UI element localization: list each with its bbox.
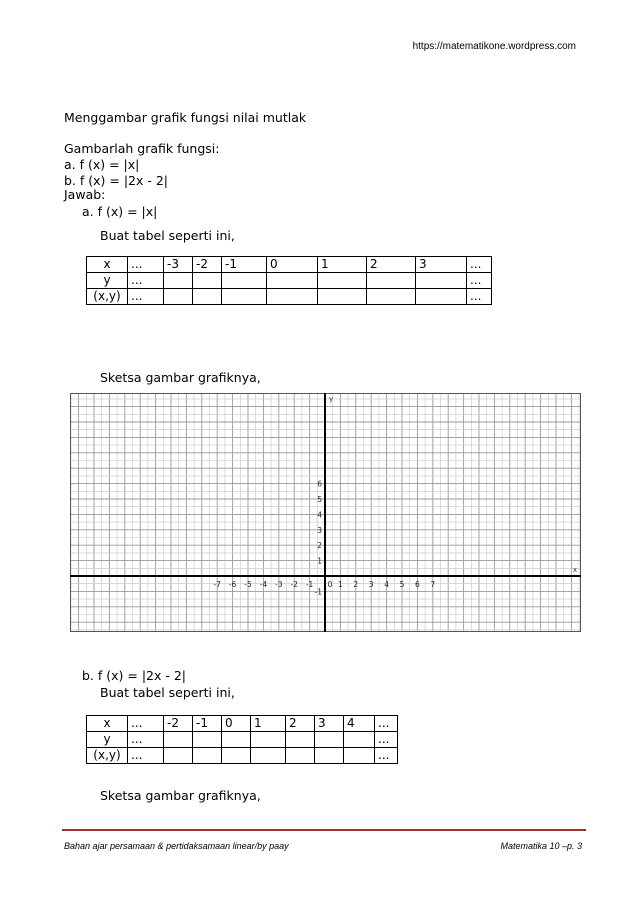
value-table-b <box>86 715 398 764</box>
x-tick-label: -6 <box>228 580 237 589</box>
y-tick-label: 6 <box>317 479 322 489</box>
table-cell: 3 <box>416 257 467 273</box>
table-cell <box>344 748 375 764</box>
part-b-sketch-label: Sketsa gambar grafiknya, <box>100 788 261 803</box>
table-cell: 4 <box>344 716 375 732</box>
table-cell <box>318 273 367 289</box>
x-tick-label: 6 <box>415 580 420 589</box>
value-table-a <box>86 256 492 305</box>
table-row <box>87 748 398 764</box>
table-cell <box>318 289 367 305</box>
table-cell <box>193 289 222 305</box>
x-tick-label: -4 <box>259 580 268 589</box>
table-cell: ... <box>128 289 164 305</box>
table-cell: (x,y) <box>87 748 128 764</box>
table-cell: ... <box>467 289 492 305</box>
part-b-table-intro: Buat tabel seperti ini, <box>100 685 235 700</box>
table-cell: -1 <box>222 257 267 273</box>
item-b: b. f (x) = |2x - 2| <box>64 173 169 188</box>
x-tick-label: -5 <box>244 580 252 589</box>
x-tick-label: 4 <box>384 580 389 589</box>
table-cell: ... <box>128 257 164 273</box>
table-cell <box>222 748 251 764</box>
y-tick-label: 5 <box>317 495 322 504</box>
table-cell <box>164 289 193 305</box>
table-cell: ... <box>128 748 164 764</box>
y-axis-label: y <box>329 395 334 403</box>
table-cell: 0 <box>222 716 251 732</box>
table-cell <box>164 748 193 764</box>
x-tick-label: 1 <box>338 580 343 589</box>
table-cell: 2 <box>286 716 315 732</box>
table-row <box>87 257 492 273</box>
x-tick-label: -2 <box>290 580 298 589</box>
footer-left: Bahan ajar persamaan & pertidaksamaan linear/by paay <box>64 841 289 851</box>
table-cell: (x,y) <box>87 289 128 305</box>
table-cell <box>222 273 267 289</box>
table-cell <box>315 732 344 748</box>
table-cell: y <box>87 732 128 748</box>
table-cell: ... <box>128 273 164 289</box>
table-cell: 1 <box>251 716 286 732</box>
table-cell: 2 <box>367 257 416 273</box>
table-cell: -2 <box>193 257 222 273</box>
table-cell: 0 <box>267 257 318 273</box>
header-url: https://matematikone.wordpress.com <box>412 41 576 52</box>
table-cell <box>286 748 315 764</box>
table-cell: -2 <box>164 716 193 732</box>
table-cell: ... <box>467 273 492 289</box>
table-cell <box>286 732 315 748</box>
table-cell: ... <box>375 732 398 748</box>
table-cell: ... <box>128 716 164 732</box>
table-cell: x <box>87 716 128 732</box>
table-cell: x <box>87 257 128 273</box>
y-tick-label: -1 <box>314 587 322 597</box>
table-cell: ... <box>128 732 164 748</box>
y-tick-label: 4 <box>317 510 322 520</box>
part-a-table-intro: Buat tabel seperti ini, <box>100 228 235 243</box>
x-tick-label: -1 <box>305 580 314 589</box>
answer-label: Jawab: <box>64 187 106 202</box>
table-cell <box>416 289 467 305</box>
table-cell <box>344 732 375 748</box>
page-title: Menggambar grafik fungsi nilai mutlak <box>64 110 307 125</box>
table-cell <box>222 289 267 305</box>
item-a: a. f (x) = |x| <box>64 157 140 172</box>
table-cell <box>267 289 318 305</box>
x-tick-label: 0 <box>327 580 333 589</box>
part-b-heading: b. f (x) = |2x - 2| <box>82 668 187 683</box>
y-tick-label: 1 <box>317 556 322 566</box>
table-cell <box>416 273 467 289</box>
table-cell: 3 <box>315 716 344 732</box>
table-row <box>87 289 492 305</box>
table-cell <box>315 748 344 764</box>
table-cell <box>251 748 286 764</box>
table-cell: ... <box>375 716 398 732</box>
table-cell: -1 <box>193 716 222 732</box>
table-cell <box>222 732 251 748</box>
table-cell <box>267 273 318 289</box>
x-tick-label: -3 <box>275 580 283 589</box>
table-cell <box>193 273 222 289</box>
x-tick-label: 7 <box>430 580 436 589</box>
x-tick-label: -7 <box>213 580 221 589</box>
table-cell <box>164 273 193 289</box>
footer-right: Matematika 10 –p. 3 <box>500 841 582 851</box>
table-cell: -3 <box>164 257 193 273</box>
footer-rule <box>62 829 586 831</box>
table-cell: ... <box>467 257 492 273</box>
x-tick-label: 5 <box>399 580 405 589</box>
table-cell <box>164 732 193 748</box>
table-cell: y <box>87 273 128 289</box>
y-tick-label: 3 <box>317 525 322 535</box>
table-cell: ... <box>375 748 398 764</box>
x-axis-label: x <box>572 566 577 574</box>
x-tick-label: 2 <box>353 580 359 589</box>
table-cell <box>367 273 416 289</box>
table-row <box>87 273 492 289</box>
y-tick-label: 2 <box>317 541 322 551</box>
cartesian-grid <box>70 393 581 632</box>
table-cell <box>193 748 222 764</box>
table-cell <box>193 732 222 748</box>
table-row <box>87 732 398 748</box>
x-tick-label: 3 <box>368 580 374 589</box>
part-a-sketch-label: Sketsa gambar grafiknya, <box>100 370 261 385</box>
table-cell: 1 <box>318 257 367 273</box>
table-cell <box>367 289 416 305</box>
instruction-text: Gambarlah grafik fungsi: <box>64 141 220 156</box>
table-row <box>87 716 398 732</box>
table-cell <box>251 732 286 748</box>
part-a-heading: a. f (x) = |x| <box>82 204 158 219</box>
